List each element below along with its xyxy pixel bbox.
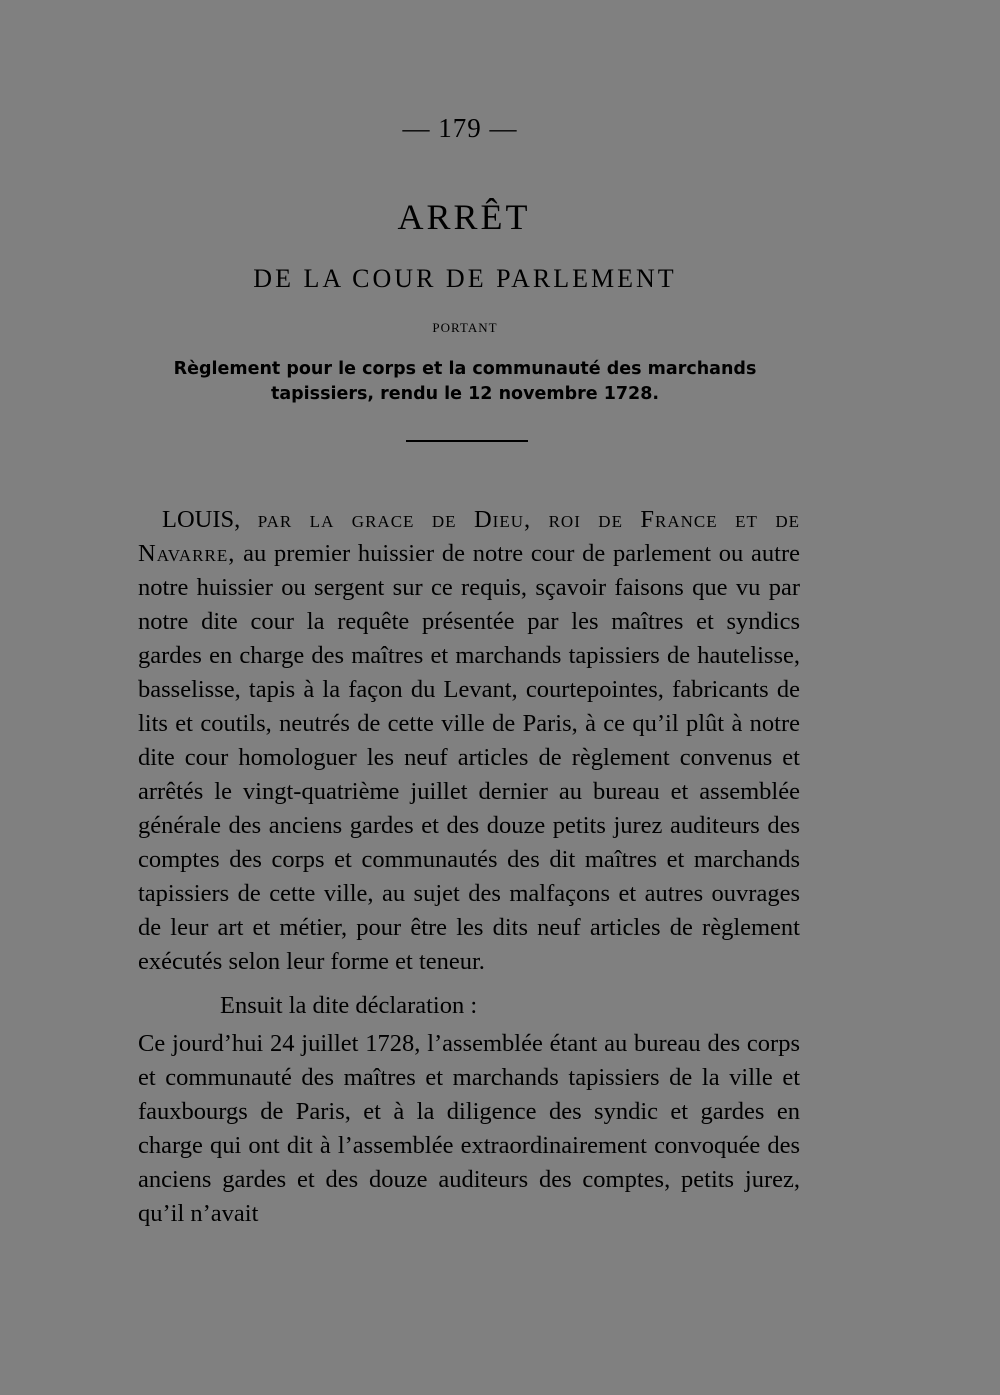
document-subtitle: DE LA COUR DE PARLEMENT — [253, 264, 677, 293]
summary-text: Règlement pour le corps et la communauté des marchands tapissiers, rendu le 12 novembre 1728. — [173, 359, 757, 404]
page-number: — 179 — — [402, 113, 518, 143]
document-title: ARRÊT — [397, 197, 531, 237]
paragraph-3: Ce jourd’hui 24 juillet 1728, l’assemblée étant au bureau des corps et communauté des maîtres et marchands tapissiers de la ville et fauxbourgs de Paris, et à la diligence des syndic et gardes en charge qui ont dit à l’assemblée extraordinairement convoquée des anciens gardes et des douze auditeurs des comptes, petits jurez, qu’il n’avait — [138, 1030, 800, 1227]
paragraph-1-smallcaps: par la grace de Dieu, roi de France et de Navarre, — [138, 506, 800, 567]
portant-label: PORTANT — [432, 320, 498, 335]
separator-rule — [406, 440, 528, 442]
paragraph-1-lead: LOUIS, — [162, 506, 241, 533]
paragraph-2: Ensuit la dite déclaration : — [220, 992, 478, 1019]
paragraph-1-text: au premier huissier de notre cour de parlement ou autre notre huissier ou sergent sur ce requis, sçavoir faisons que vu par notre dite cour la requête présentée par les maîtres et syndics gardes en charge des maîtres et marchands tapissiers de hautelisse, basselisse, tapis à la façon du Levant, courtepointes, fabricants de lits et coutils, neutrés de cette ville de Paris, à ce qu’il plût à notre dite cour homologuer les neuf articles de règlement convenus et arrêtés le vingt-quatrième juillet dernier au bureau et assemblée générale des anciens gardes et des douze petits jurez auditeurs des comptes des corps et communautés des dit maîtres et marchands tapissiers de cette ville, au sujet des malfaçons et autres ouvrages de leur art et métier, pour être les dits neuf articles de règlement exécutés selon leur forme et teneur. — [138, 540, 800, 975]
body-text — [138, 503, 800, 1231]
paragraph-1 — [138, 503, 800, 979]
